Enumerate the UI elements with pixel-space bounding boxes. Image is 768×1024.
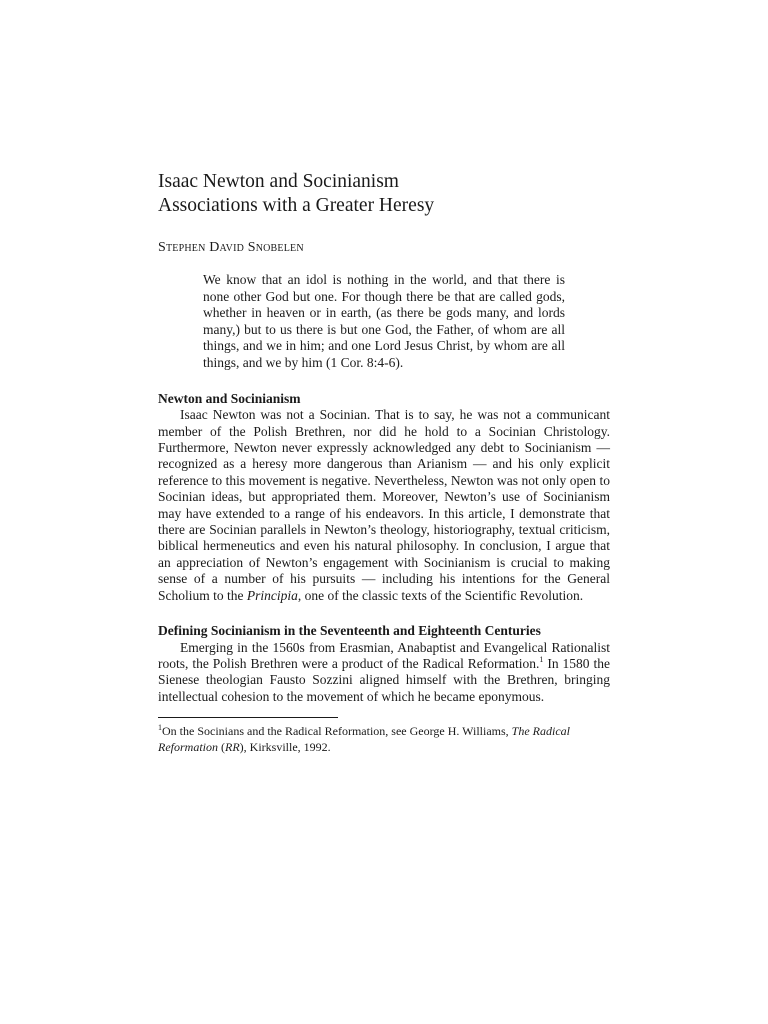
author-name: Stephen David Snobelen (158, 240, 304, 255)
article-page (158, 170, 610, 755)
section-1-text-b: , one of the classic texts of the Scientific Revolution. (297, 587, 584, 603)
footnote-abbrev: RR (225, 739, 240, 754)
section-2-text-b: In 1580 the Sienese theologian Fausto Sozzini aligned himself with the Brethren, bringing intellectual cohesion to the movement of which he became eponymous. (158, 656, 610, 704)
title-line-1: Isaac Newton and Socinianism (158, 171, 399, 192)
principia-title: Principia (246, 587, 298, 603)
footnote-book-title: The Radical Reformation (158, 724, 570, 754)
footnote-text-c: ), Kirksville, 1992. (239, 739, 331, 754)
footnote-text-b: ( (218, 739, 225, 754)
section-heading-newton-socinianism: Newton and Socinianism (158, 390, 301, 406)
title-line-2: Associations with a Greater Heresy (158, 195, 435, 216)
footnote-reference[interactable]: 1 (539, 655, 544, 665)
epigraph: We know that an idol is nothing in the world, and that there is none other God but one. For though there be that are called gods, whether in heaven or in earth, (as there be gods many, and lords many,) but to us there is but one God, the Father, of whom are all things, and we in him; and one Lord Jesus Christ, by whom are all things, and we by him (1 Cor. 8:4-6). (203, 272, 565, 370)
footnote-text-a: On the Socinians and the Radical Reformation, see George H. Williams, (162, 724, 512, 739)
footnote-mark: 1 (158, 723, 162, 733)
section-heading-defining-socinianism: Defining Socinianism in the Seventeenth and Eighteenth Centuries (158, 623, 541, 639)
section-2-text-a: Emerging in the 1560s from Erasmian, Anabaptist and Evangelical Rationalist roots, the Polish Brethren were a product of the Radical Reformation. (158, 639, 610, 672)
footnote-divider (158, 717, 338, 718)
section-1-text-a: Isaac Newton was not a Socinian. That is to say, he was not a communicant member of the Polish Brethren, nor did he hold to a Socinian Christology. Furthermore, Newton never expressly acknowledged any debt to Socinianism — recognized as a heresy more dangerous than Arianism — and his only explicit reference to this movement is negative. Nevertheless, Newton was not only open to Socinian ideas, but appropriated them. Moreover, Newton’s use of Socinianism may have extended to a range of his endeavors. In this article, I demonstrate that there are Socinian parallels in Newton’s theology, historiography, textual criticism, biblical hermeneutics and even his natural philosophy. In conclusion, I argue that an appreciation of Newton’s engagement with Socinianism is crucial to making sense of a number of his pursuits — including his intentions for the General Scholium to the (158, 407, 610, 603)
section-2-paragraph (158, 640, 610, 706)
article-title (158, 170, 610, 218)
section-1-paragraph (158, 407, 610, 604)
footnote (158, 724, 610, 755)
